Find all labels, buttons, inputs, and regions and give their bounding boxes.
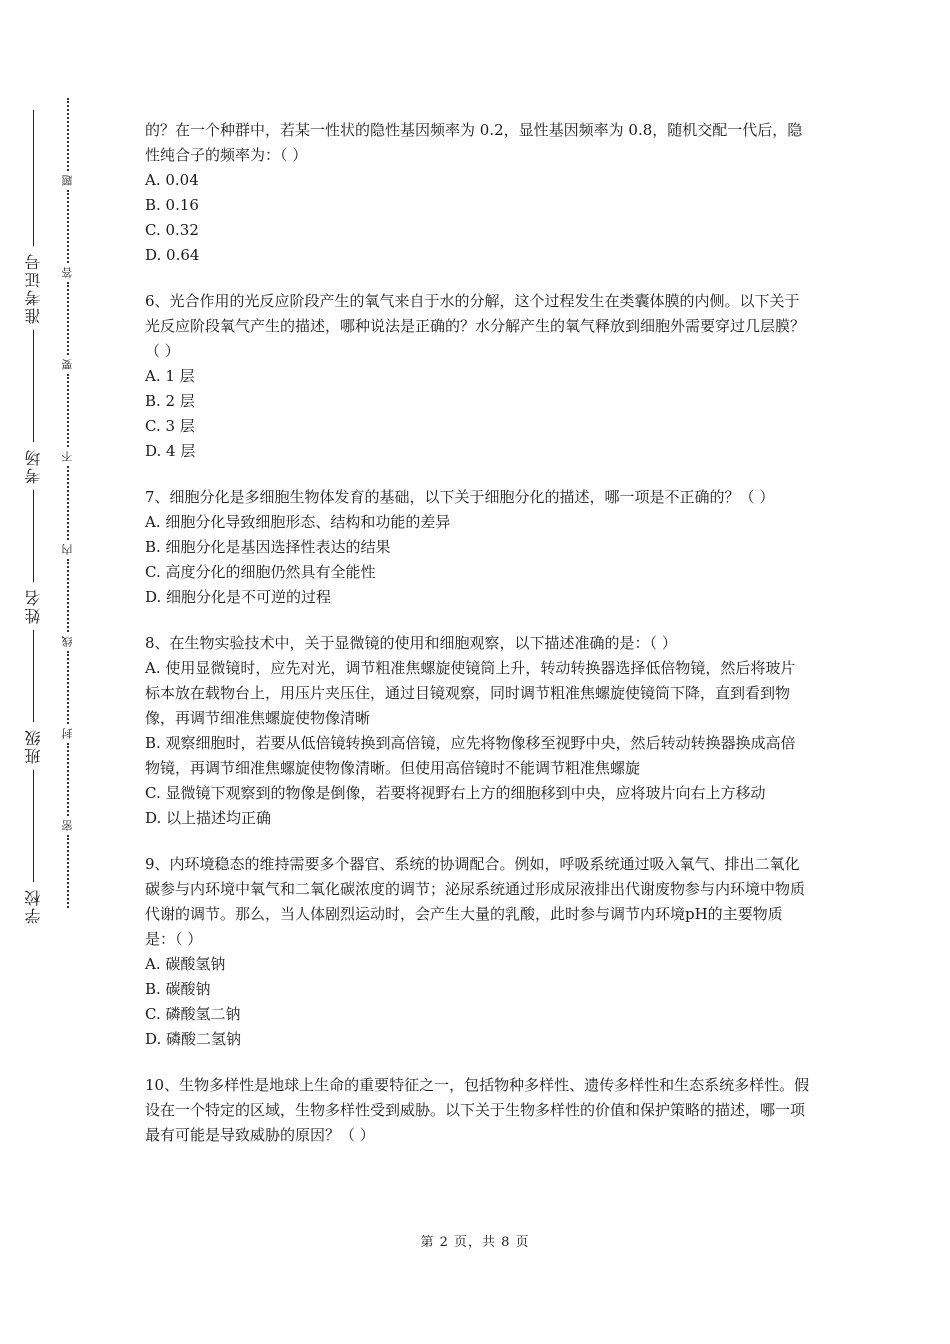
- page-number-footer: 第 2 页，共 8 页: [420, 1235, 530, 1250]
- dotted-segment: [67, 743, 69, 816]
- field-exam-room: [22, 442, 45, 582]
- option-c: C. 显微镜下观察到的物像是倒像，若要将视野右上方的细胞移到中央，应将玻片向右上方移动: [145, 784, 766, 802]
- binding-margin-fields: [18, 80, 48, 930]
- question-stem: 10、生物多样性是地球上生命的重要特征之一，包括物种多样性、遗传多样性和生态系统多样性。假设在一个特定的区域，生物多样性受到威胁。以下关于生物多样性的价值和保护策略的描述，哪一项最有可能是导致威胁的原因？（ ）: [145, 1076, 810, 1144]
- field-blank-line: [33, 770, 34, 862]
- option-b: B. 观察细胞时，若要从低倍镜转换到高倍镜，应先将物像移至视野中央，然后转动转换器换成高倍物镜，再调节细准焦螺旋使物像清晰。但使用高倍镜时不能调节粗准焦螺旋: [145, 734, 796, 777]
- option-b: B. 细胞分化是基因选择性表达的结果: [145, 538, 391, 556]
- seal-char: 内: [61, 543, 74, 555]
- field-label: 学校: [23, 888, 43, 924]
- dotted-segment: [67, 835, 69, 908]
- question-stem: 9、内环境稳态的维持需要多个器官、系统的协调配合。例如，呼吸系统通过吸入氧气、排出二氧化碳参与内环境中氧气和二氧化碳浓度的调节；泌尿系统通过形成尿液排出代谢废物参与内环境中物质代谢的调节。那么，当人体剧烈运动时，会产生大量的乳酸，此时参与调节内环境pH的主要物质是：（ ）: [145, 855, 806, 948]
- option-d: D. 磷酸二氢钠: [145, 1030, 242, 1048]
- seal-char: 密: [61, 819, 74, 831]
- seal-char: 答: [61, 267, 74, 279]
- dotted-segment: [67, 282, 69, 355]
- option-c: C. 磷酸氢二钠: [145, 1005, 241, 1023]
- question-stem: 6、光合作用的光反应阶段产生的氧气来自于水的分解，这个过程发生在类囊体膜的内侧。以下关于光反应阶段氧气产生的描述，哪种说法是正确的？水分解产生的氧气释放到细胞外需要穿过几层膜？（ ）: [145, 292, 806, 360]
- question-9: [145, 852, 810, 1052]
- option-a: A. 0.04: [145, 171, 199, 189]
- field-label: 班级: [23, 728, 43, 764]
- dotted-segment: [67, 374, 69, 447]
- option-d: D. 以上描述均正确: [145, 809, 272, 827]
- option-a: A. 碳酸氢钠: [145, 955, 226, 973]
- question-10: [145, 1073, 810, 1148]
- option-d: D. 细胞分化是不可逆的过程: [145, 588, 332, 606]
- field-blank-line: [33, 862, 34, 882]
- dotted-segment: [67, 190, 69, 263]
- question-6: [145, 289, 810, 464]
- option-b: B. 碳酸钠: [145, 980, 211, 998]
- option-d: D. 0.64: [145, 246, 200, 264]
- option-d: D. 4 层: [145, 442, 196, 460]
- question-8: [145, 631, 810, 831]
- option-c: C. 3 层: [145, 417, 195, 435]
- seal-char: 要: [61, 359, 74, 371]
- seal-char: 封: [61, 727, 74, 739]
- question-7: [145, 485, 810, 610]
- question-5-continued: [145, 118, 810, 268]
- field-school: [22, 862, 45, 930]
- option-c: C. 高度分化的细胞仍然具有全能性: [145, 563, 376, 581]
- field-blank-line: [33, 490, 34, 582]
- field-class: [22, 722, 45, 862]
- field-admission-number: [22, 110, 45, 442]
- dotted-segment: [67, 651, 69, 724]
- option-a: A. 1 层: [145, 367, 195, 385]
- seal-char: 题: [61, 175, 74, 187]
- question-list: [145, 118, 810, 1169]
- option-b: B. 2 层: [145, 392, 195, 410]
- dotted-segment: [67, 559, 69, 632]
- question-stem: 的？在一个种群中，若某一性状的隐性基因频率为 0.2，显性基因频率为 0.8，随机交配一代后，隐性纯合子的频率为：（ ）: [145, 121, 803, 164]
- dotted-segment: [67, 466, 69, 539]
- field-blank-line: [33, 330, 34, 442]
- field-label: 考场: [23, 448, 43, 484]
- option-b: B. 0.16: [145, 196, 199, 214]
- option-c: C. 0.32: [145, 221, 199, 239]
- option-a: A. 细胞分化导致细胞形态、结构和功能的差异: [145, 513, 451, 531]
- dotted-segment: [67, 98, 69, 171]
- question-stem: 8、在生物实验技术中，关于显微镜的使用和细胞观察，以下描述准确的是：（ ）: [145, 634, 677, 652]
- field-label: 姓名: [23, 588, 43, 624]
- field-blank-line: [33, 630, 34, 722]
- seal-dotted-line: [60, 98, 76, 908]
- field-blank-line: [33, 110, 34, 246]
- seal-char: 不: [61, 451, 74, 463]
- seal-char: 线: [61, 635, 74, 647]
- field-label: 准考证号: [23, 252, 43, 324]
- option-a: A. 使用显微镜时，应先对光，调节粗准焦螺旋使镜筒上升，转动转换器选择低倍物镜，然后将玻片标本放在载物台上，用压片夹压住，通过目镜观察，同时调节粗准焦螺旋使镜筒下降，直到看到物像，再调节细准焦螺旋使物像清晰: [145, 659, 796, 727]
- field-name: [22, 582, 45, 722]
- question-stem: 7、细胞分化是多细胞生物体发育的基础，以下关于细胞分化的描述，哪一项是不正确的？（ ）: [145, 488, 775, 506]
